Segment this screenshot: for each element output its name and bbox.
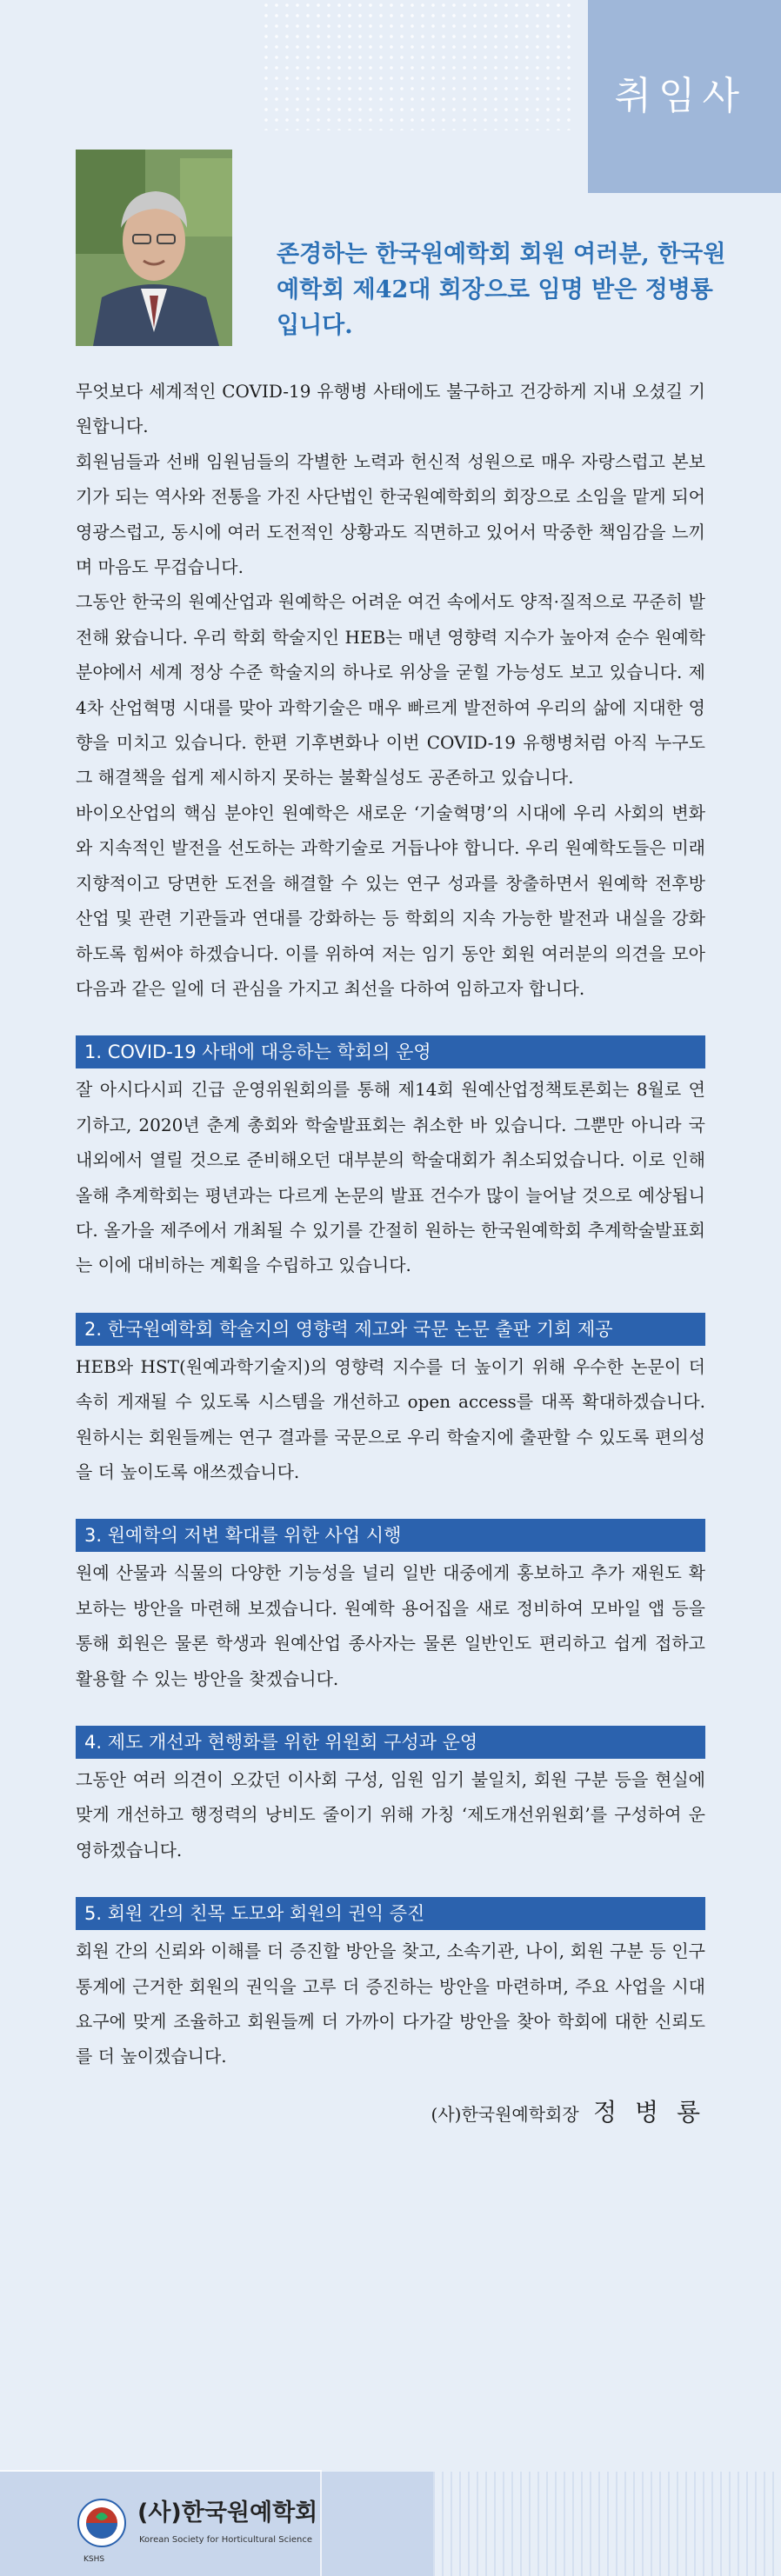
signature bbox=[76, 2095, 705, 2132]
section-5-heading: 5. 회원 간의 친목 도모와 회원의 권익 증진 bbox=[76, 1897, 705, 1930]
section-1-body: 잘 아시다시피 긴급 운영위원회의를 통해 제14회 원예산업정책토론회는 8월로 연기하고, 2020년 춘계 총회와 학술발표회는 취소한 바 있습니다. 그뿐만 아니라 국내외에서 열릴 것으로 준비해오던 대부분의 학술대회가 취소되었습니다. 이로 인해 올해 추계학회는 평년과는 다르게 논문의 발표 건수가 많이 늘어날 것으로 예상됩니다. 올가을 제주에서 개최될 수 있기를 간절히 원하는 한국원예학회 추계학술발표회는 이에 대비하는 계획을 수립하고 있습니다. bbox=[76, 1079, 705, 1276]
section-2-heading: 2. 한국원예학회 학술지의 영향력 제고와 국문 논문 출판 기회 제공 bbox=[76, 1313, 705, 1346]
section-3-heading: 3. 원예학의 저변 확대를 위한 사업 시행 bbox=[76, 1519, 705, 1552]
intro-paragraph-1: 무엇보다 세계적인 COVID-19 유행병 사태에도 불구하고 건강하게 지내 오셨길 기원합니다. bbox=[76, 381, 705, 437]
intro-paragraph-3: 그동안 한국의 원예산업과 원예학은 어려운 여건 속에서도 양적·질적으로 꾸준히 발전해 왔습니다. 우리 학회 학술지인 HEB는 매년 영향력 지수가 높아져 순수 원예학 분야에서 세계 정상 수준 학술지의 하나로 위상을 굳힐 가능성도 보고 있습니다. 제4차 산업혁명 시대를 맞아 과학기술은 매우 빠르게 발전하여 우리의 삶에 지대한 영향을 미치고 있습니다. 한편 기후변화나 이번 COVID-19 유행병처럼 아직 누구도 그 해결책을 쉽게 제시하지 못하는 불확실성도 공존하고 있습니다. bbox=[76, 591, 705, 789]
intro-paragraph-4: 바이오산업의 핵심 분야인 원예학은 새로운 ‘기술혁명’의 시대에 우리 사회의 변화와 지속적인 발전을 선도하는 과학기술로 거듭나야 합니다. 우리 원예학도들은 미래 지향적이고 당면한 도전을 해결할 수 있는 연구 성과를 창출하면서 원예학 전후방 산업 및 관련 기관들과 연대를 강화하는 등 학회의 지속 가능한 발전과 내실을 강화하도록 힘써야 하겠습니다. 이를 위하여 저는 임기 동안 회원 여러분의 의견을 모아 다음과 같은 일에 더 관심을 가지고 최선을 다하여 임하고자 합니다. bbox=[76, 802, 705, 999]
page-title: 취임사 bbox=[614, 74, 746, 118]
section-2-body: HEB와 HST(원예과학기술지)의 영향력 지수를 더 높이기 위해 우수한 논문이 더 속히 게재될 수 있도록 시스템을 개선하고 open access를 대폭 확대하겠습니다. 원하시는 회원들께는 연구 결과를 국문으로 우리 학술지에 출판할 수 있도록 편의성을 더 높이도록 애쓰겠습니다. bbox=[76, 1355, 705, 1482]
header-dot-pattern bbox=[261, 0, 574, 130]
kshs-logo-icon bbox=[77, 2498, 127, 2548]
footer-divider bbox=[0, 2470, 322, 2472]
signature-name: 정 병 룡 bbox=[593, 2097, 705, 2127]
section-4-heading: 4. 제도 개선과 현행화를 위한 위원회 구성과 운영 bbox=[76, 1726, 705, 1759]
society-english-name: Korean Society for Horticultural Science bbox=[139, 2535, 312, 2545]
section-3-body: 원예 산물과 식물의 다양한 기능성을 널리 일반 대중에게 홍보하고 추가 재원도 확보하는 방안을 마련해 보겠습니다. 원예학 용어집을 새로 정비하여 모바일 앱 등을 통해 회원은 물론 학생과 원예산업 종사자는 물론 일반인도 편리하고 쉽게 접하고 활용할 수 있는 방안을 찾겠습니다. bbox=[76, 1562, 705, 1689]
society-name: (사)한국원예학회 bbox=[137, 2499, 318, 2526]
president-portrait bbox=[76, 150, 232, 346]
footer bbox=[0, 2472, 781, 2576]
footer-line-pattern bbox=[433, 2472, 781, 2576]
address-content bbox=[76, 374, 705, 2132]
signature-org: (사)한국원예학회장 bbox=[431, 2103, 579, 2125]
section-1-heading: 1. COVID-19 사태에 대응하는 학회의 운영 bbox=[76, 1035, 705, 1068]
greeting-heading: 존경하는 한국원예학회 회원 여러분, 한국원예학회 제42대 회장으로 임명 받은 정병룡입니다. bbox=[277, 241, 726, 339]
section-4-body: 그동안 여러 의견이 오갔던 이사회 구성, 임원 임기 불일치, 회원 구분 등을 현실에 맞게 개선하고 행정력의 낭비도 줄이기 위해 가칭 ‘제도개선위원회’를 구성하여 운영하겠습니다. bbox=[76, 1769, 705, 1860]
section-5-body: 회원 간의 신뢰와 이해를 더 증진할 방안을 찾고, 소속기관, 나이, 회원 구분 등 인구통계에 근거한 회원의 권익을 고루 더 증진하는 방안을 마련하며, 주요 사업을 시대 요구에 맞게 조율하고 회원들께 더 가까이 다가갈 방안을 찾아 학회에 대한 신뢰도를 더 높이겠습니다. bbox=[76, 1940, 705, 2067]
title-box bbox=[588, 0, 781, 193]
logo-abbreviation: KSHS bbox=[83, 2555, 105, 2564]
intro-paragraph-2: 회원님들과 선배 임원님들의 각별한 노력과 헌신적 성원으로 매우 자랑스럽고 본보기가 되는 역사와 전통을 가진 사단법인 한국원예학회의 회장으로 소임을 맡게 되어 영광스럽고, 동시에 여러 도전적인 상황과도 직면하고 있어서 막중한 책임감을 느끼며 마음도 무겁습니다. bbox=[76, 450, 705, 578]
footer-divider-vertical bbox=[320, 2472, 322, 2576]
